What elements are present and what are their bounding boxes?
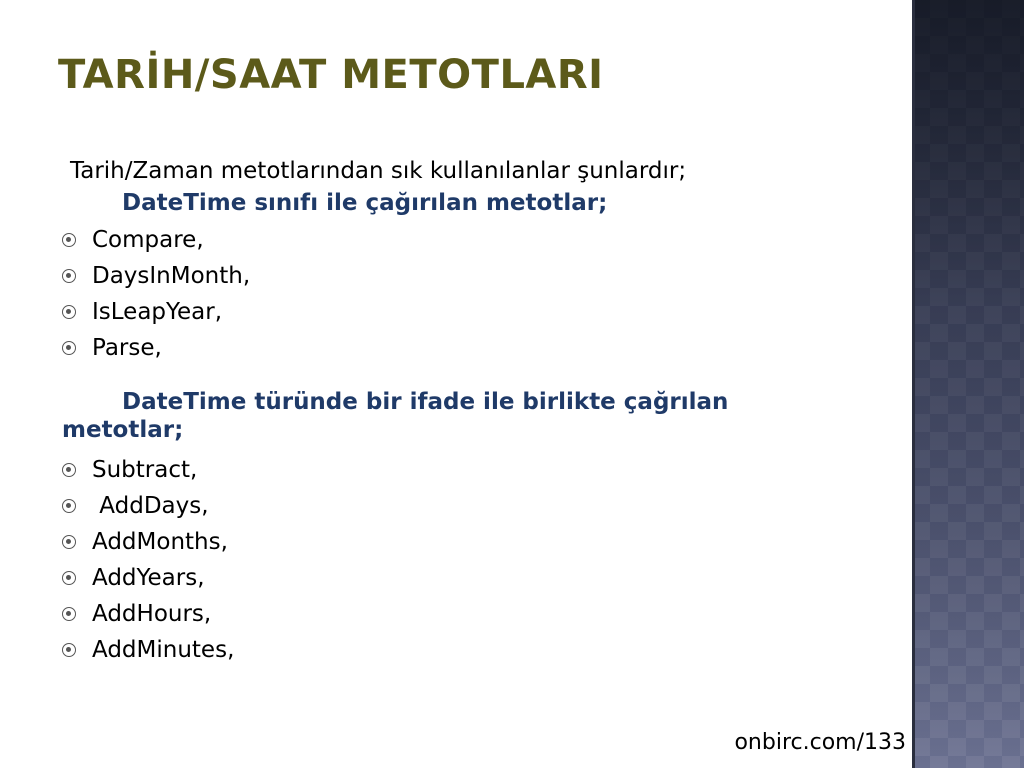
list-item [62,258,902,294]
list-item [62,452,902,488]
list-item [62,596,902,632]
decorative-side-panel [912,0,1024,768]
list-item-label: DaysInMonth, [92,263,251,289]
section2-heading [62,388,902,444]
bullet-icon [62,305,76,319]
list-item [62,488,902,524]
list-item-label: Subtract, [92,457,198,483]
list-item-label: Parse, [92,335,162,361]
list-item-label: AddDays, [92,493,209,519]
section1-heading: DateTime sınıfı ile çağırılan metotlar; [122,190,608,216]
intro-text: Tarih/Zaman metotlarından sık kullanılanlar şunlardır; [70,158,687,184]
section2-list [62,452,902,668]
list-item [62,524,902,560]
section2-heading-line1: DateTime türünde bir ifade ile birlikte çağrılan [122,389,729,415]
bullet-icon [62,535,76,549]
list-item [62,222,902,258]
bullet-icon [62,341,76,355]
bullet-icon [62,463,76,477]
spacer [62,366,902,388]
section2-heading-line2: metotlar; [62,417,184,443]
bullet-icon [62,571,76,585]
bullet-icon [62,607,76,621]
bullet-icon [62,233,76,247]
bullet-icon [62,269,76,283]
list-item-label: AddMonths, [92,529,228,555]
list-item-label: IsLeapYear, [92,299,223,325]
bullet-icon [62,499,76,513]
slide-content [62,158,902,668]
list-item-label: Compare, [92,227,204,253]
list-item-label: AddYears, [92,565,205,591]
list-item [62,632,902,668]
list-item-label: AddMinutes, [92,637,235,663]
list-item [62,560,902,596]
list-item [62,330,902,366]
list-item-label: AddHours, [92,601,212,627]
slide-footer: onbirc.com/133 [734,730,906,755]
slide-title: TARİH/SAAT METOTLARI [58,52,604,98]
list-item [62,294,902,330]
section1-list [62,222,902,366]
bullet-icon [62,643,76,657]
